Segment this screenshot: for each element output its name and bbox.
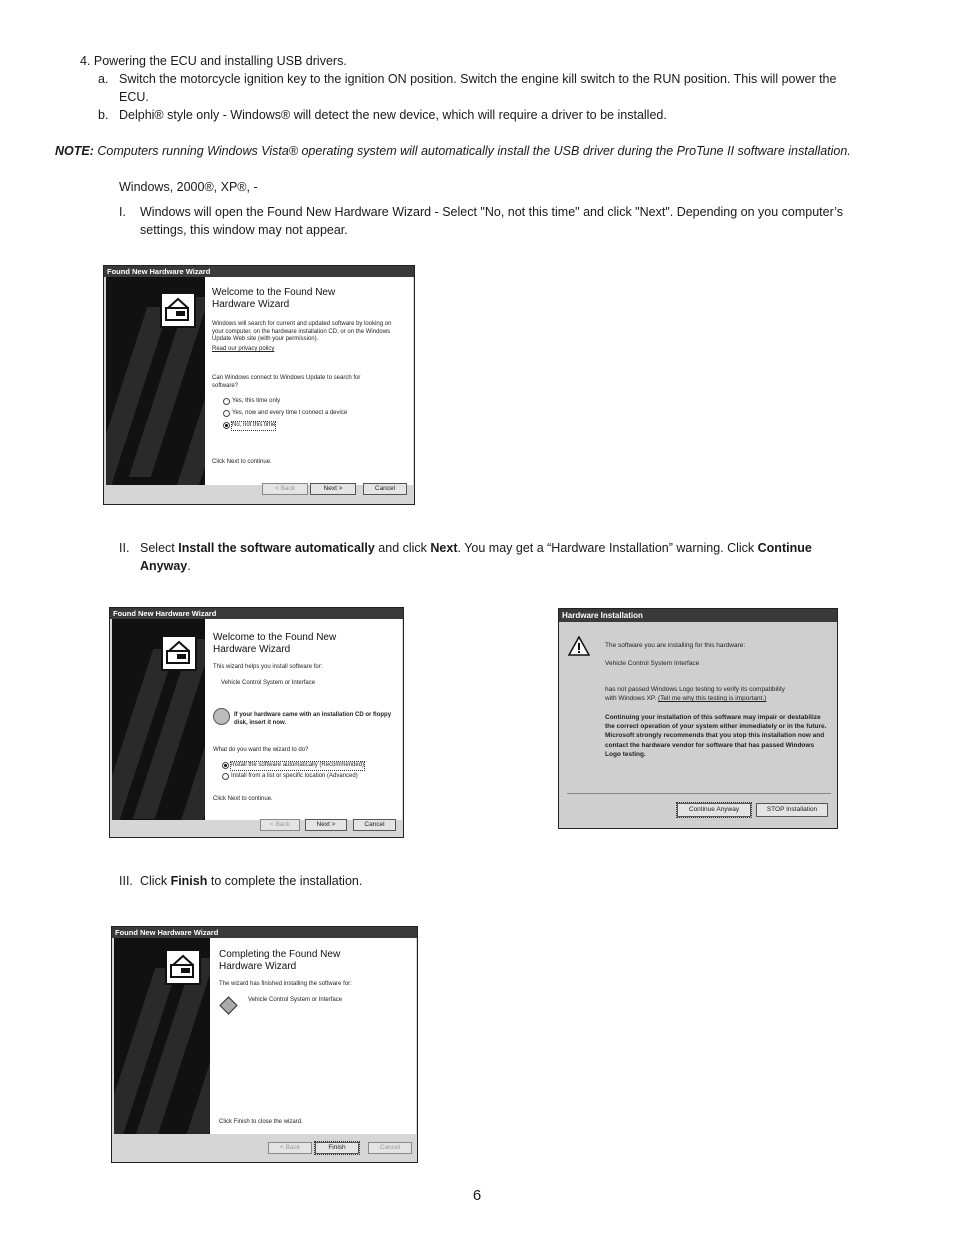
radio-yes-this-time-label: Yes, this time only	[232, 398, 281, 404]
step-II-line1: Select Install the software automatically and click Next. You may get a “Hardware Installation” warning. Click Continue	[140, 541, 812, 555]
back-button[interactable]: < Back	[262, 483, 308, 495]
wizard-screenshot-2	[109, 607, 404, 838]
radio-install-automatically[interactable]	[222, 762, 229, 769]
hw-install-titlebar: Hardware Installation	[559, 609, 837, 622]
warning-icon	[568, 636, 590, 656]
wizard-3-intro: The wizard has finished installing the software for:	[219, 981, 352, 987]
hardware-wizard-icon	[165, 949, 201, 985]
wizard-2-intro: This wizard helps you install software for:	[213, 664, 323, 670]
step-4a-line1: Switch the motorcycle ignition key to the ignition ON position. Switch the engine kill switch to the RUN position. This will power the	[119, 72, 837, 86]
stop-installation-button[interactable]: STOP Installation	[756, 803, 828, 817]
hardware-wizard-icon	[161, 635, 197, 671]
wizard-2-titlebar: Found New Hardware Wizard	[110, 608, 403, 619]
step-4-heading: 4. Powering the ECU and installing USB drivers.	[80, 54, 347, 68]
wizard-2-question: What do you want the wizard to do?	[213, 747, 309, 753]
wizard-screenshot-1	[103, 265, 415, 505]
continue-anyway-button[interactable]: Continue Anyway	[677, 803, 751, 817]
step-II-line2: Anyway.	[140, 559, 191, 573]
hardware-installation-dialog	[558, 608, 838, 829]
step-4a-marker: a.	[98, 72, 109, 86]
radio-install-automatically-label: Install the software automatically (Recommended)	[231, 762, 365, 768]
cancel-button[interactable]: Cancel	[363, 483, 407, 495]
windows-line: Windows, 2000®, XP®, -	[119, 180, 258, 194]
wizard-3-device: Vehicle Control System or Interface	[248, 997, 343, 1003]
hw-install-line1: The software you are installing for this hardware:	[605, 642, 746, 649]
step-I-marker: I.	[119, 205, 126, 219]
step-4b-text: Delphi® style only - Windows® will detect the new device, which will require a driver to be installed.	[119, 108, 667, 122]
wizard-screenshot-3	[111, 926, 418, 1163]
wizard-1-heading1: Welcome to the Found New	[212, 287, 336, 298]
next-button[interactable]: Next >	[310, 483, 356, 495]
hw-install-line2a: has not passed Windows Logo testing to verify its compatibility	[605, 686, 785, 693]
hw-install-line2b: with Windows XP. (Tell me why this testing is important.)	[605, 695, 767, 702]
radio-install-from-list-label: Install from a list or specific location (Advanced)	[231, 773, 358, 779]
hw-install-device: Vehicle Control System Interface	[605, 660, 700, 667]
cd-icon	[213, 708, 230, 725]
step-I-line2: settings, this window may not appear.	[140, 223, 348, 237]
finish-button[interactable]: Finish	[315, 1142, 359, 1154]
back-button[interactable]: < Back	[260, 819, 300, 831]
cancel-button[interactable]: Cancel	[368, 1142, 412, 1154]
hw-install-warning-text: Continuing your installation of this software may impair or destabilize the correct operation of your system either immediately or in the future. Microsoft strongly recommends that you stop this installation now and contact the hardware vendor for software that has passed Windows Logo testing.	[605, 714, 827, 758]
privacy-policy-link[interactable]: Read our privacy policy	[212, 346, 275, 352]
wizard-3-heading1: Completing the Found New	[219, 949, 341, 960]
wizard-2-device: Vehicle Control System or Interface	[221, 680, 316, 686]
wizard-3-titlebar: Found New Hardware Wizard	[112, 927, 417, 938]
radio-no-not-this-time[interactable]	[223, 422, 230, 429]
wizard-1-footer: Click Next to continue.	[212, 459, 272, 465]
step-4b-marker: b.	[98, 108, 109, 122]
note-text: Computers running Windows Vista® operating system will automatically install the USB driver during the ProTune II software installation.	[93, 144, 851, 158]
step-III-marker: III.	[119, 874, 133, 888]
wizard-2-heading1: Welcome to the Found New	[213, 632, 337, 643]
step-III-text: Click Finish to complete the installation.	[140, 874, 363, 888]
wizard-2-heading2: Hardware Wizard	[213, 644, 291, 655]
wizard-3-heading2: Hardware Wizard	[219, 961, 297, 972]
page-number: 6	[472, 1187, 482, 1204]
radio-no-not-this-time-label: No, not this time	[232, 422, 276, 428]
radio-install-from-list[interactable]	[222, 773, 229, 780]
hw-install-separator	[567, 793, 831, 794]
step-4a-line2: ECU.	[119, 90, 149, 104]
back-button[interactable]: < Back	[268, 1142, 312, 1154]
step-I-line1: Windows will open the Found New Hardware Wizard - Select "No, not this time" and click "Next". Depending on you computer’s	[140, 205, 844, 219]
radio-yes-every-time[interactable]	[223, 410, 230, 417]
radio-yes-this-time[interactable]	[223, 398, 230, 405]
step-II-marker: II.	[119, 541, 130, 555]
cancel-button[interactable]: Cancel	[353, 819, 396, 831]
wizard-2-cd-text: If your hardware came with an installation CD or floppy disk, insert it now.	[234, 712, 392, 726]
wizard-1-question: Can Windows connect to Windows Update to search for software?	[212, 375, 361, 389]
note-label: NOTE:	[55, 144, 94, 158]
radio-yes-every-time-label: Yes, now and every time I connect a device	[232, 410, 348, 416]
wizard-1-heading2: Hardware Wizard	[212, 299, 290, 310]
wizard-3-footer: Click Finish to close the wizard.	[219, 1119, 303, 1125]
wizard-1-titlebar: Found New Hardware Wizard	[104, 266, 414, 277]
note-paragraph	[55, 142, 851, 160]
wizard-2-footer: Click Next to continue.	[213, 796, 273, 802]
hardware-wizard-icon	[160, 292, 196, 328]
next-button[interactable]: Next >	[305, 819, 347, 831]
wizard-1-intro: Windows will search for current and updated software by looking on your computer, on the hardware installation CD, or on the Windows Update Web site (with your permission).	[212, 321, 392, 342]
tell-me-why-link[interactable]: (Tell me why this testing is important.)	[657, 695, 767, 702]
